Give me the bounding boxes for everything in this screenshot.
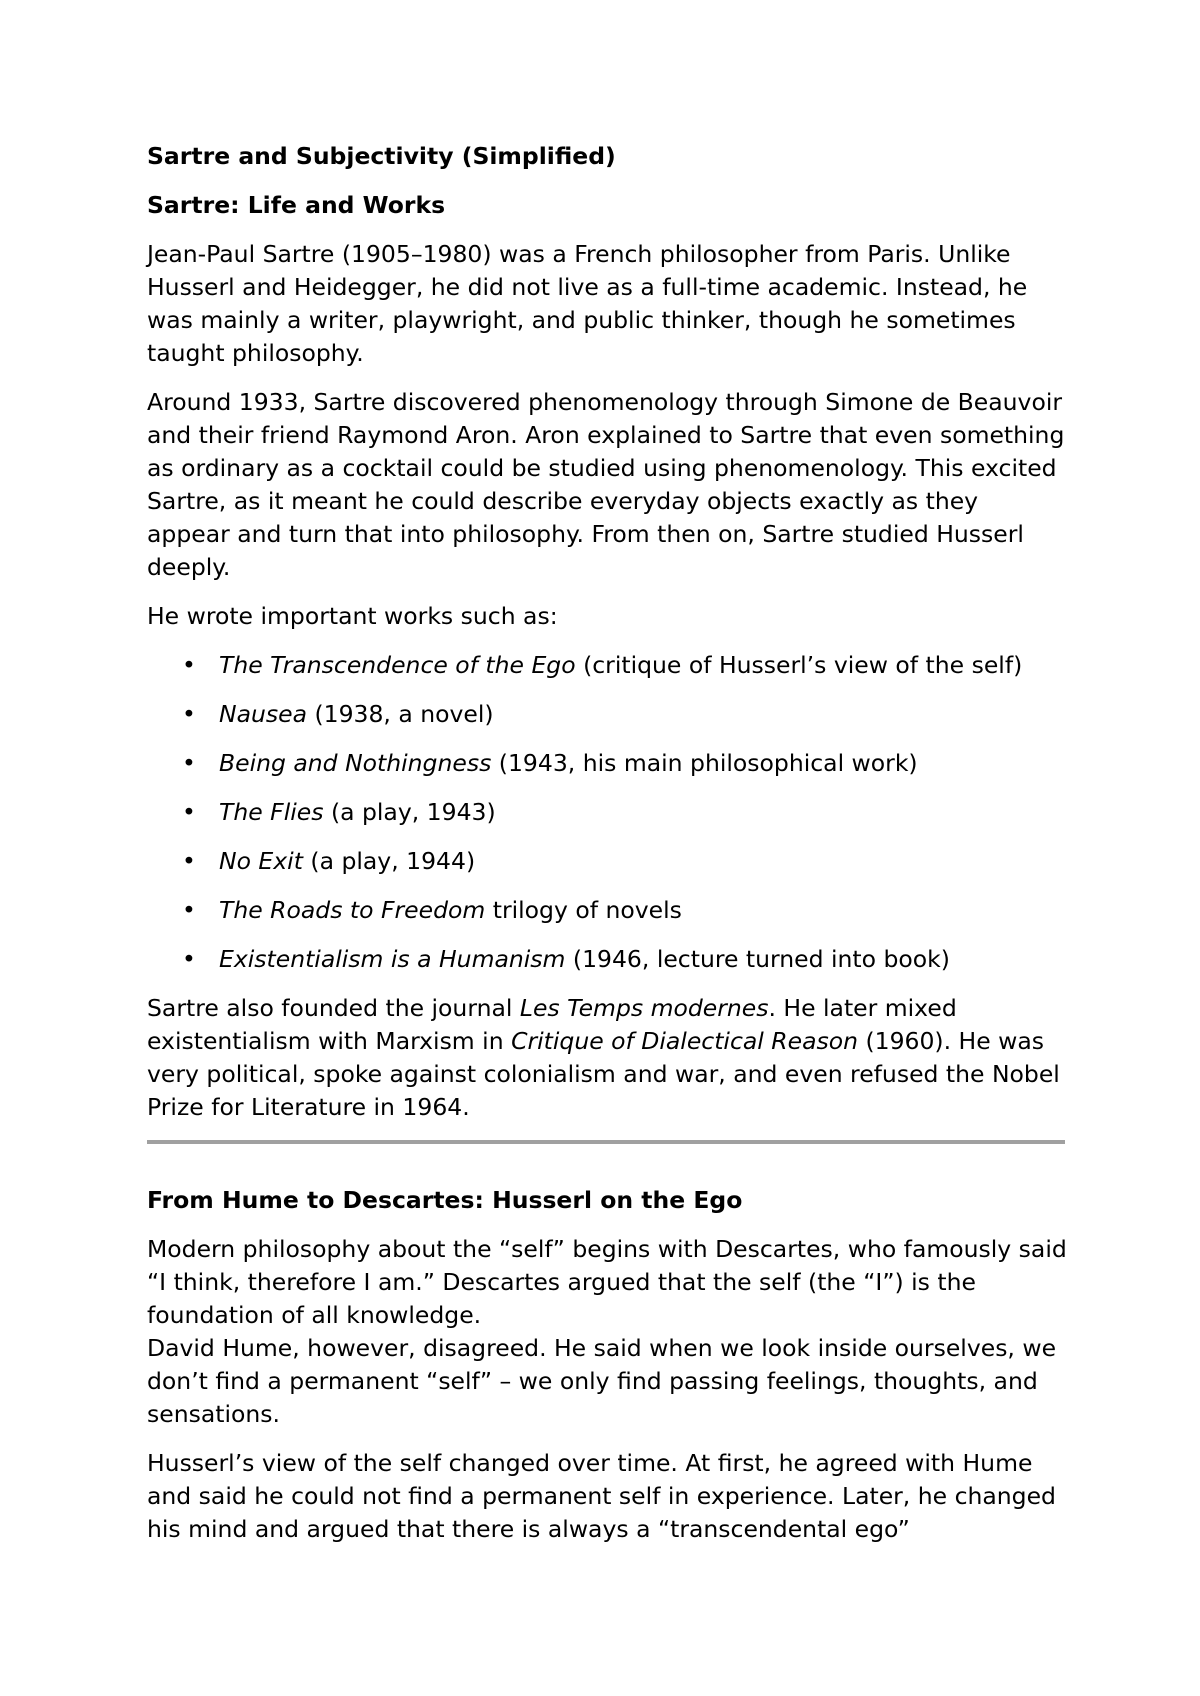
- work-note: (a play, 1943): [323, 798, 496, 826]
- work-title: No Exit: [219, 847, 303, 875]
- paragraph-husserl-self: Husserl’s view of the self changed over time. At first, he agreed with Hume and said he could not find a permanent self in experience. Later, he changed his mind and argued that there is always a “transcendental ego”: [147, 1449, 1056, 1543]
- list-item: [147, 698, 1067, 731]
- text-run: . He later mixed existentialism with Marxism in: [147, 994, 957, 1055]
- work-note: (a play, 1944): [302, 847, 476, 875]
- work-title: The Flies: [219, 798, 324, 826]
- works-list: [147, 649, 1067, 976]
- list-item: [147, 747, 1067, 780]
- bullet-icon: •: [182, 651, 196, 679]
- paragraph-hume: David Hume, however, disagreed. He said when we look inside ourselves, we don’t find a permanent “self” – we only find passing feelings, thoughts, and sensations.: [147, 1334, 1057, 1428]
- text-run: Sartre also founded the journal: [147, 994, 520, 1022]
- paragraph-biography: Jean-Paul Sartre (1905–1980) was a French philosopher from Paris. Unlike Husserl and Heidegger, he did not live as a full-time academic. Instead, he was mainly a writer, playwright, and public thinker, though he sometimes taught philosophy.: [147, 240, 1028, 367]
- bullet-icon: •: [182, 896, 196, 924]
- work-note: (1946, lecture turned into book): [565, 945, 950, 973]
- horizontal-divider: [147, 1140, 1065, 1144]
- work-note: (critique of Husserl’s view of the self): [575, 651, 1023, 679]
- work-title: The Transcendence of the Ego: [219, 651, 576, 679]
- bullet-icon: •: [182, 700, 196, 728]
- work-title: Nausea: [219, 700, 307, 728]
- paragraph-descartes: Modern philosophy about the “self” begins with Descartes, who famously said “I think, therefore I am.” Descartes argued that the self (the “I”) is the foundation of all knowledge.: [147, 1235, 1067, 1329]
- paragraph-journal-politics: [147, 992, 1067, 1124]
- bullet-icon: •: [182, 798, 196, 826]
- bullet-icon: •: [182, 847, 196, 875]
- work-note: trilogy of novels: [485, 896, 682, 924]
- list-item: [147, 796, 1067, 829]
- book-title: Critique of Dialectical Reason: [511, 1027, 858, 1055]
- paragraph-phenomenology: Around 1933, Sartre discovered phenomenology through Simone de Beauvoir and their friend Raymond Aron. Aron explained to Sartre that even something as ordinary as a cocktail could be studied using phenomenology. This excited Sartre, as it meant he could describe everyday objects exactly as they appear and turn that into philosophy. From then on, Sartre studied Husserl deeply.: [147, 388, 1065, 581]
- section-heading-husserl-ego: From Hume to Descartes: Husserl on the Ego: [147, 1186, 743, 1214]
- work-title: The Roads to Freedom: [219, 896, 486, 924]
- bullet-icon: •: [182, 749, 196, 777]
- bullet-icon: •: [182, 945, 196, 973]
- document-page: [147, 140, 1067, 1562]
- work-note: (1938, a novel): [306, 700, 494, 728]
- list-item: [147, 943, 1067, 976]
- work-note: (1943, his main philosophical work): [491, 749, 918, 777]
- document-title: Sartre and Subjectivity (Simplified): [147, 142, 616, 170]
- text-run: (1960). He was very political, spoke against colonialism and war, and even refused the Nobel Prize for Literature in 1964.: [147, 1027, 1060, 1121]
- section-heading-life-and-works: Sartre: Life and Works: [147, 191, 446, 219]
- list-item: [147, 845, 1067, 878]
- list-item: [147, 894, 1067, 927]
- work-title: Being and Nothingness: [219, 749, 492, 777]
- journal-title: Les Temps modernes: [519, 994, 769, 1022]
- work-title: Existentialism is a Humanism: [219, 945, 566, 973]
- list-item: [147, 649, 1067, 682]
- paragraph-works-intro: He wrote important works such as:: [147, 602, 558, 630]
